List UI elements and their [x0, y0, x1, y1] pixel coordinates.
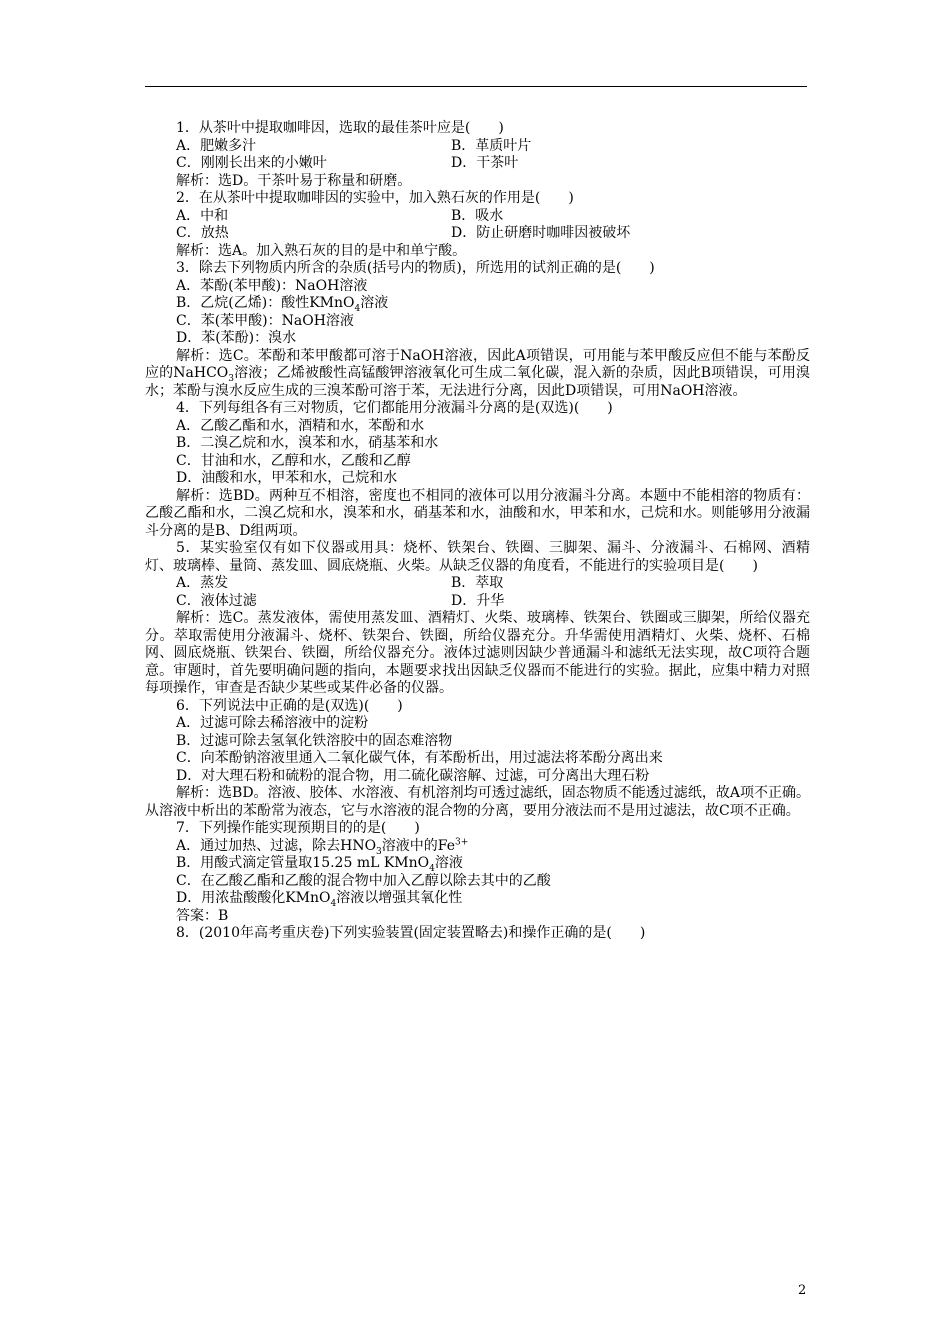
q1-options-ab [145, 138, 810, 156]
q3-analysis-subscript: 3 [228, 373, 235, 384]
q5-analysis: 解析：选C。蒸发液体，需使用蒸发皿、酒精灯、火柴、玻璃棒、铁架台、铁圈或三脚架，所给仪器充分。萃取需使用分液漏斗、烧杯、铁架台、铁圈，所给仪器充分。升华需使用酒精灯、火柴、烧杯、石棉网、圆底烧瓶、铁架台、铁圈，所给仪器充分。液体过滤则因缺少普通漏斗和滤纸无法实现，故C项符合题意。审题时，首先要明确问题的指向，本题要求找出因缺乏仪器而不能进行的实验。据此，应集中精力对照每项操作，审查是否缺少某些或某件必备的仪器。 [145, 610, 810, 696]
q2-option-a: A．中和 [176, 207, 229, 224]
q3-option-a: A．苯酚(苯甲酸)：NaOH溶液 [176, 277, 368, 294]
q2-analysis: 解析：选A。加入熟石灰的目的是中和单宁酸。 [176, 242, 467, 259]
q1-option-d: D．干茶叶 [451, 155, 519, 171]
q3-option-d: D．苯(苯酚)：溴水 [176, 330, 297, 346]
q5-options-ab [145, 575, 810, 593]
q1-options-cd [145, 155, 810, 173]
page-number: 2 [798, 1283, 807, 1298]
q3-option-c: C．苯(苯甲酸)：NaOH溶液 [176, 312, 354, 329]
q7-option-a-subscript: 3 [376, 846, 382, 857]
q7-option-a-superscript: 3+ [455, 836, 469, 847]
q4-option-d: D．油酸和水，甲苯和水，己烷和水 [176, 470, 398, 486]
q2-options-ab [145, 208, 810, 226]
q3-option-b-subscript: 4 [354, 303, 361, 314]
q4-option-b: B．二溴乙烷和水，溴苯和水，硝基苯和水 [176, 435, 439, 451]
q7-option-d-suffix: 溶液以增强其氧化性 [336, 890, 463, 906]
q6-option-d: D．对大理石粉和硫粉的混合物，用二硫化碳溶解、过滤，可分离出大理石粉 [176, 767, 650, 784]
q7-option-d [145, 890, 810, 908]
q7-option-b-suffix: 溶液 [434, 855, 463, 871]
question-content [145, 120, 810, 943]
q4-analysis: 解析：选BD。两种互不相溶，密度也不相同的液体可以用分液漏斗分离。本题中不能相溶的物质有：乙酸乙酯和水，二溴乙烷和水，溴苯和水，硝基苯和水，油酸和水，甲苯和水，己烷和水。则能够用分液漏斗分离的是B、D组两项。 [145, 487, 810, 539]
q1-option-c: C．刚刚长出来的小嫩叶 [176, 155, 327, 171]
q5-stem: 5．某实验室仅有如下仪器或用具：烧杯、铁架台、铁圈、三脚架、漏斗、分液漏斗、石棉网、酒精灯、玻璃棒、量筒、蒸发皿、圆底烧瓶、火柴。从缺乏仪器的角度看，不能进行的实验项目是( ) [145, 540, 810, 574]
q3-analysis-text: 解析：选C。苯酚和苯甲酸都可溶于NaOH溶液，因此A项错误，可用能与苯甲酸反应但不能与苯酚反应的NaHCO [145, 347, 810, 381]
q7-option-b-subscript: 4 [429, 863, 435, 874]
q4-stem: 4．下列每组各有三对物质，它们都能用分液漏斗分离的是(双选)( ) [176, 400, 613, 416]
q7-option-b-text: B．用酸式滴定管量取15.25 mL KMnO [176, 855, 430, 871]
q7-option-d-subscript: 4 [330, 898, 337, 909]
q7-option-a [145, 838, 810, 856]
q5-options-cd [145, 593, 810, 611]
q7-option-a-text: A．通过加热、过滤，除去HNO [176, 837, 377, 854]
q7-answer: 答案：B [176, 907, 229, 924]
q5-option-c: C．液体过滤 [176, 592, 257, 609]
q3-analysis [145, 348, 810, 401]
q3-option-b-text: B．乙烷(乙烯)：酸性KMnO [176, 295, 355, 311]
q5-option-d: D．升华 [451, 592, 505, 609]
q7-option-b [145, 855, 810, 873]
q6-analysis: 解析：选BD。溶液、胶体、水溶液、有机溶剂均可透过滤纸，固态物质不能透过滤纸，故A项不正确。从溶液中析出的苯酚常为液态，它与水溶液的混合物的分离，要用分液法而不是用过滤法，故C项不正确。 [145, 785, 810, 819]
q1-stem: 1．从茶叶中提取咖啡因，选取的最佳茶叶应是( ) [176, 120, 504, 136]
q3-option-b [145, 295, 810, 313]
q7-option-d-text: D．用浓盐酸酸化KMnO [176, 890, 331, 906]
q5-option-a: A．蒸发 [176, 575, 229, 591]
q2-option-d: D．防止研磨时咖啡因被破坏 [451, 225, 631, 241]
q1-option-a: A．肥嫩多汁 [176, 137, 257, 154]
q2-stem: 2．在从茶叶中提取咖啡因的实验中，加入熟石灰的作用是( ) [176, 190, 574, 206]
q2-option-b: B．吸水 [451, 207, 504, 224]
q4-option-a: A．乙酸乙酯和水，酒精和水，苯酚和水 [176, 417, 425, 434]
q1-analysis: 解析：选D。干茶叶易于称量和研磨。 [176, 172, 412, 189]
q3-analysis-suffix: 溶液；乙烯被酸性高锰酸钾溶液氧化可生成二氧化碳，混入新的杂质，因此B项错误，可用溴水；苯酚与溴水反应生成的三溴苯酚可溶于苯，无法进行分离，因此D项错误，可用NaOH溶液。 [145, 365, 810, 399]
q5-option-b: B．萃取 [451, 575, 504, 591]
header-rule [145, 86, 807, 87]
q2-option-c: C．放热 [176, 225, 229, 241]
q7-option-a-middle: 溶液中的Fe [381, 837, 456, 854]
q6-option-b: B．过滤可除去氢氧化铁溶胶中的固态难溶物 [176, 732, 453, 749]
q4-option-c: C．甘油和水，乙醇和水，乙酸和乙醇 [176, 452, 411, 469]
q1-option-b: B．革质叶片 [451, 137, 532, 154]
q8-stem: 8．(2010年高考重庆卷)下列实验装置(固定装置略去)和操作正确的是( ) [176, 925, 646, 941]
q6-stem: 6．下列说法中正确的是(双选)( ) [176, 697, 403, 714]
q7-option-c: C．在乙酸乙酯和乙酸的混合物中加入乙醇以除去其中的乙酸 [176, 872, 551, 889]
q2-options-cd [145, 225, 810, 243]
q3-stem: 3．除去下列物质内所含的杂质(括号内的物质)，所选用的试剂正确的是( ) [176, 260, 655, 276]
q7-stem: 7．下列操作能实现预期目的的是( ) [176, 820, 420, 836]
q6-option-a: A．过滤可除去稀溶液中的淀粉 [176, 715, 369, 731]
q6-option-c: C．向苯酚钠溶液里通入二氧化碳气体，有苯酚析出，用过滤法将苯酚分离出来 [176, 750, 663, 766]
q3-option-b-suffix: 溶液 [360, 295, 389, 311]
